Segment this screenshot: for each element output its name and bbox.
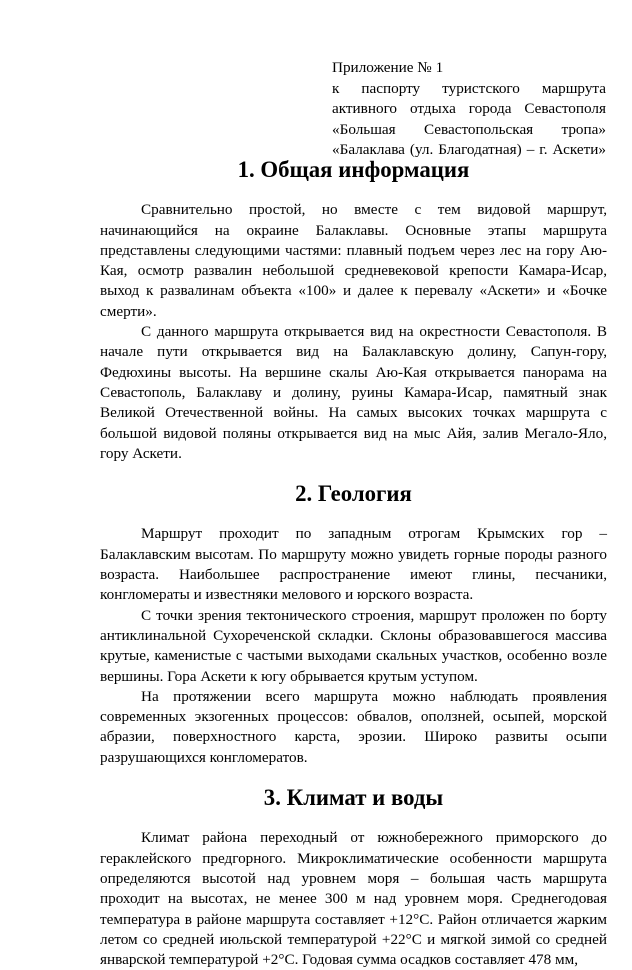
section-heading: 2. Геология: [295, 481, 412, 507]
appendix-number: Приложение № 1: [332, 59, 444, 76]
section-geology: [100, 481, 607, 768]
section-general-info: [100, 157, 607, 464]
document-body: [100, 157, 607, 970]
appendix-header: [332, 58, 606, 161]
paragraph: На протяжении всего маршрута можно наблюдать проявления современных экзогенных процессов: обвалов, оползней, осыпей, морской абразии, поверхностного карста, эрозии. Широко развиты осыпи разрушающихся конгломератов.: [100, 687, 607, 766]
paragraph: Маршрут проходит по западным отрогам Крымских гор – Балаклавским высотам. По маршруту можно увидеть горные породы разного возраста. Наибольшее распространение имеют глины, песчаники, конгломераты и известняки мелового и юрского возраста.: [100, 525, 607, 604]
section-heading: 3. Климат и воды: [263, 785, 444, 811]
paragraph: Сравнительно простой, но вместе с тем видовой маршрут, начинающийся на окраине Балаклавы. Основные этапы маршрута представлены следующими частями: плавный подъем через лес на гору Аю-Кая, осмотр развалин небольшой средневековой крепости Камара-Исар, выход к развалинам объекта «100» и далее к перевалу «Аскети» и «Бочке смерти».: [100, 201, 607, 320]
section-climate-water: [100, 785, 607, 970]
paragraph: С точки зрения тектонического строения, маршрут проложен по борту антиклинальной Сухореченской складки. Склоны образовавшегося массива крутые, каменистые с частыми выходами скальных участков, особенно возле вершины. Гора Аскети к югу обрывается крутым уступом.: [100, 606, 607, 685]
section-heading: 1. Общая информация: [237, 157, 470, 182]
paragraph: С данного маршрута открывается вид на окрестности Севастополя. В начале пути открывается вид на Балаклавскую долину, Сапун-гору, Федюхины высоты. На вершине скалы Аю-Кая открывается панорама на Севастополь, Балаклаву и долину, руины Камара-Исар, памятный знак Великой Отечественной войны. На самых высоких точках маршрута с большой видовой поляны открывается вид на мыс Айя, залив Мегало-Яло, гору Аскети.: [100, 323, 607, 462]
appendix-line: к паспорту туристского маршрута: [332, 79, 606, 97]
paragraph: Климат района переходный от южнобережного приморского до гераклейского предгорного. Микроклиматические особенности маршрута определяются высотой над уровнем моря – большая часть маршрута проходит на высотах, не менее 300 м над уровнем моря. Среднегодовая температура в районе маршрута составляет +12°C. Район отличается жарким летом со средней июльской температурой +22°C и мягкой зимой со средней январской температурой +2°C. Годовая сумма осадков составляет 478 мм,: [100, 829, 607, 969]
appendix-line: активного отдыха города Севастополя: [332, 100, 606, 117]
appendix-line: «Балаклава (ул. Благодатная) – г. Аскети»: [332, 141, 606, 158]
appendix-line: «Большая Севастопольская тропа»: [332, 120, 606, 138]
